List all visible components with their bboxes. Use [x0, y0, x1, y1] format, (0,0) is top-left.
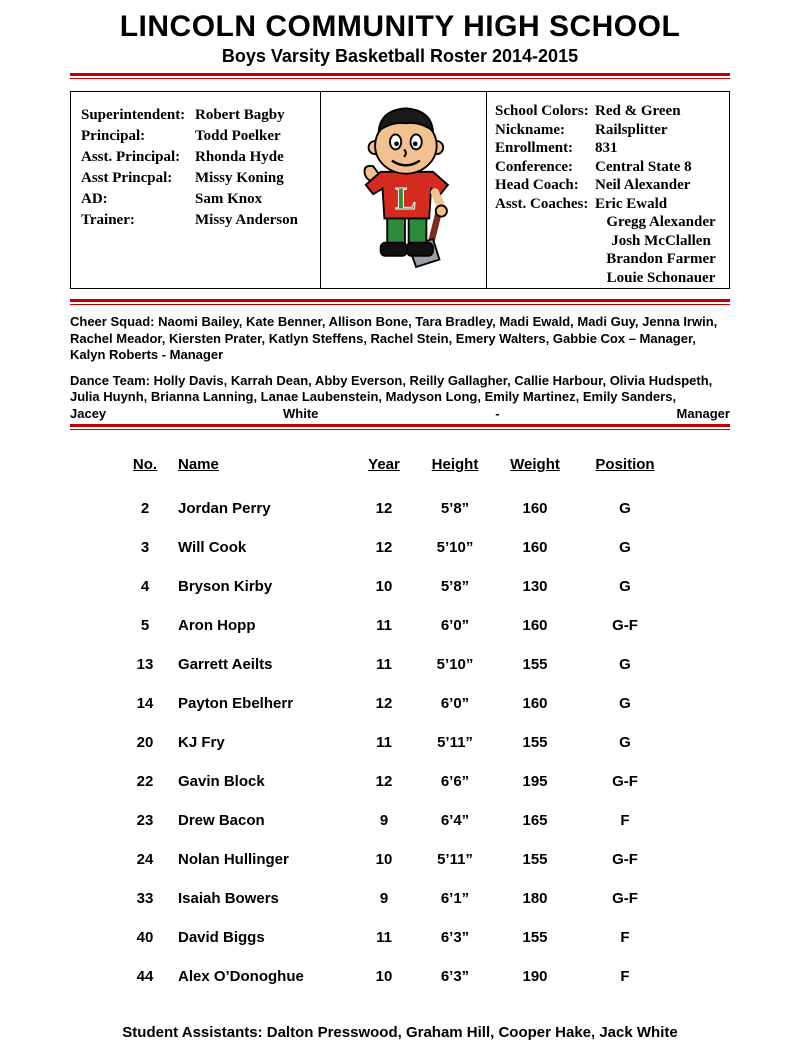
divider-rule-top — [70, 73, 730, 79]
table-cell: Drew Bacon — [178, 812, 265, 829]
table-cell: Payton Ebelherr — [178, 695, 294, 712]
table-cell: 10 — [375, 578, 393, 595]
info-label: Asst. Coaches: — [495, 195, 589, 212]
table-cell: 13 — [136, 656, 154, 673]
table-cell: 22 — [136, 773, 154, 790]
roster-document — [0, 10, 800, 1041]
dance-team-text: Dance Team: Holly Davis, Karrah Dean, Abby Everson, Reilly Gallagher, Callie Harbour, Olivia Hudspeth, Julia Huynh, Brianna Lanning, Lanae Laubenstein, Madyson Long, Emily Martinez, Emily Sanders, — [70, 372, 713, 404]
info-row — [495, 139, 727, 158]
info-row — [495, 195, 727, 214]
student-assistants-text: Student Assistants: Dalton Presswood, Graham Hill, Cooper Hake, Jack White — [122, 1024, 678, 1041]
table-cell: 180 — [522, 890, 548, 907]
table-cell: 6’4” — [440, 812, 470, 829]
table-cell: 11 — [376, 656, 392, 673]
table-cell: Isaiah Bowers — [178, 890, 279, 907]
cheer-squad-text: Cheer Squad: Naomi Bailey, Kate Benner, Allison Bone, Tara Bradley, Madi Ewald, Madi Guy, Jenna Irwin, Rachel Meador, Kiersten Prater, Katlyn Steffens, Rachel Stein, Emery Walters, Gabbie Cox – Manager, Kalyn Roberts - Manager — [70, 314, 718, 362]
table-cell: KJ Fry — [178, 734, 225, 751]
table-row — [112, 957, 680, 996]
table-cell: 155 — [522, 734, 548, 751]
table-cell: 11 — [376, 617, 392, 634]
table-cell: 5’11” — [437, 734, 473, 751]
table-cell: G — [619, 734, 631, 751]
table-cell: 12 — [375, 500, 393, 517]
table-row — [112, 489, 680, 528]
table-cell: 155 — [522, 851, 548, 868]
table-cell: 44 — [136, 968, 154, 985]
table-row — [112, 801, 680, 840]
table-cell: 5’10” — [436, 539, 474, 556]
table-row — [112, 606, 680, 645]
roster-table — [112, 456, 680, 996]
table-cell: 11 — [376, 734, 392, 751]
table-row — [112, 840, 680, 879]
info-row — [81, 105, 316, 126]
table-cell: 40 — [136, 929, 154, 946]
table-cell: G — [619, 500, 631, 517]
table-row — [112, 684, 680, 723]
table-cell: Will Cook — [178, 539, 247, 556]
divider-rule-mid — [70, 299, 730, 305]
table-cell: 6’0” — [440, 695, 470, 712]
info-value: Railsplitter — [595, 121, 668, 138]
table-cell: 160 — [522, 617, 548, 634]
info-row — [495, 158, 727, 177]
dance-last-word: White — [283, 405, 319, 421]
table-cell: 12 — [375, 695, 393, 712]
column-header-weight: Weight — [510, 456, 560, 473]
roster-body — [112, 489, 680, 996]
table-cell: 11 — [376, 929, 392, 946]
table-cell: 6’6” — [440, 773, 470, 790]
school-info-list — [487, 92, 731, 288]
table-cell: 6’3” — [440, 929, 470, 946]
info-label: Head Coach: — [495, 177, 579, 193]
info-label: Conference: — [495, 158, 574, 175]
asst-coach-name: Gregg Alexander — [606, 214, 716, 230]
info-row — [81, 168, 316, 189]
table-cell: 2 — [140, 500, 150, 517]
table-row — [112, 528, 680, 567]
table-cell: G-F — [612, 617, 638, 634]
info-label: Trainer: — [81, 212, 135, 228]
table-row — [112, 645, 680, 684]
info-label: Nickname: — [495, 121, 565, 138]
page-subtitle: Boys Varsity Basketball Roster 2014-2015 — [221, 46, 579, 66]
table-cell: 160 — [522, 695, 548, 712]
table-cell: 10 — [375, 851, 393, 868]
table-cell: 5’8” — [440, 578, 470, 595]
table-cell: Garrett Aeilts — [178, 656, 273, 673]
table-cell: Alex O’Donoghue — [178, 968, 304, 985]
column-header-name: Name — [178, 456, 219, 473]
divider-rule-bottom — [70, 424, 730, 430]
info-value: Red & Green — [595, 103, 681, 119]
table-cell: G-F — [612, 851, 638, 868]
info-value: Rhonda Hyde — [195, 149, 284, 165]
table-cell: 165 — [522, 812, 548, 829]
asst-coach-name: Brandon Farmer — [606, 251, 716, 267]
info-label: Asst. Principal: — [81, 149, 181, 165]
table-cell: G — [619, 695, 631, 712]
table-cell: 160 — [522, 539, 548, 556]
table-cell: 6’3” — [440, 968, 470, 985]
info-row — [81, 189, 316, 210]
table-cell: 23 — [136, 812, 154, 829]
info-value: Eric Ewald — [595, 195, 668, 212]
info-row — [81, 126, 316, 147]
table-cell: 5’10” — [436, 656, 474, 673]
table-cell: G — [619, 656, 631, 673]
table-cell: 9 — [379, 812, 389, 829]
table-cell: Bryson Kirby — [178, 578, 273, 595]
table-cell: 20 — [136, 734, 154, 751]
table-cell: 5 — [140, 617, 150, 634]
info-label: Asst Princpal: — [81, 170, 173, 186]
info-row — [81, 147, 316, 168]
table-row — [112, 567, 680, 606]
column-header-height: Height — [431, 456, 479, 473]
staff-list — [71, 92, 320, 288]
table-cell: 10 — [375, 968, 393, 985]
asst-coach-name: Josh McClallen — [611, 232, 711, 249]
table-cell: G-F — [612, 890, 638, 907]
info-label: AD: — [81, 191, 108, 207]
table-row — [112, 723, 680, 762]
info-label: Enrollment: — [495, 140, 574, 156]
table-cell: David Biggs — [178, 929, 265, 946]
table-cell: 130 — [522, 578, 548, 595]
table-cell: 14 — [136, 695, 154, 712]
column-header-no: No. — [132, 456, 158, 473]
dance-last-word: - — [495, 405, 500, 421]
table-cell: 3 — [140, 539, 150, 556]
table-cell: Jordan Perry — [178, 500, 271, 517]
page-title: LINCOLN COMMUNITY HIGH SCHOOL — [119, 10, 681, 43]
table-row — [112, 879, 680, 918]
info-value: Central State 8 — [595, 158, 692, 175]
info-value: Missy Anderson — [195, 212, 298, 228]
svg-text:L: L — [394, 181, 416, 217]
info-value: Robert Bagby — [195, 107, 285, 123]
table-cell: 160 — [522, 500, 548, 517]
table-cell: 12 — [375, 539, 393, 556]
table-row — [112, 762, 680, 801]
info-value: 831 — [595, 140, 618, 156]
table-cell: 33 — [136, 890, 154, 907]
info-value: Neil Alexander — [595, 177, 691, 193]
mascot-image — [320, 92, 487, 288]
info-row — [81, 210, 316, 231]
table-cell: 24 — [136, 851, 154, 868]
table-cell: G — [619, 539, 631, 556]
info-row — [495, 121, 727, 140]
roster-header — [112, 456, 680, 489]
info-label: School Colors: — [495, 103, 589, 119]
table-cell: 5’11” — [437, 851, 473, 868]
table-cell: F — [620, 929, 630, 946]
column-header-position: Position — [595, 456, 655, 473]
info-box — [70, 91, 730, 289]
railsplitter-mascot-icon — [334, 99, 474, 281]
table-cell: Gavin Block — [178, 773, 265, 790]
table-cell: 190 — [522, 968, 548, 985]
asst-coaches-cont — [495, 213, 727, 287]
column-header-year: Year — [368, 456, 400, 473]
dance-last-word: Jacey — [70, 405, 107, 421]
table-cell: 6’1” — [440, 890, 470, 907]
table-cell: 195 — [522, 773, 548, 790]
table-cell: 6’0” — [440, 617, 470, 634]
info-label: Principal: — [81, 128, 146, 144]
table-cell: 5’8” — [440, 500, 470, 517]
table-cell: F — [620, 812, 630, 829]
info-row — [495, 102, 727, 121]
table-row — [112, 918, 680, 957]
table-cell: 4 — [140, 578, 150, 595]
info-value: Todd Poelker — [195, 128, 281, 144]
table-cell: 9 — [379, 890, 389, 907]
table-cell: Aron Hopp — [178, 617, 256, 634]
table-cell: 155 — [522, 929, 548, 946]
info-label: Superintendent: — [81, 107, 186, 123]
table-cell: 12 — [375, 773, 393, 790]
header-row — [112, 456, 680, 489]
table-cell: 155 — [522, 656, 548, 673]
dance-last-word: Manager — [676, 405, 730, 421]
info-row — [495, 176, 727, 195]
asst-coach-name: Louie Schonauer — [606, 269, 716, 286]
dance-team-manager-line — [70, 406, 730, 423]
table-cell: G — [619, 578, 631, 595]
info-value: Sam Knox — [195, 191, 263, 207]
info-value: Missy Koning — [195, 170, 284, 186]
table-cell: G-F — [612, 773, 638, 790]
table-cell: Nolan Hullinger — [178, 851, 289, 868]
table-cell: F — [620, 968, 630, 985]
